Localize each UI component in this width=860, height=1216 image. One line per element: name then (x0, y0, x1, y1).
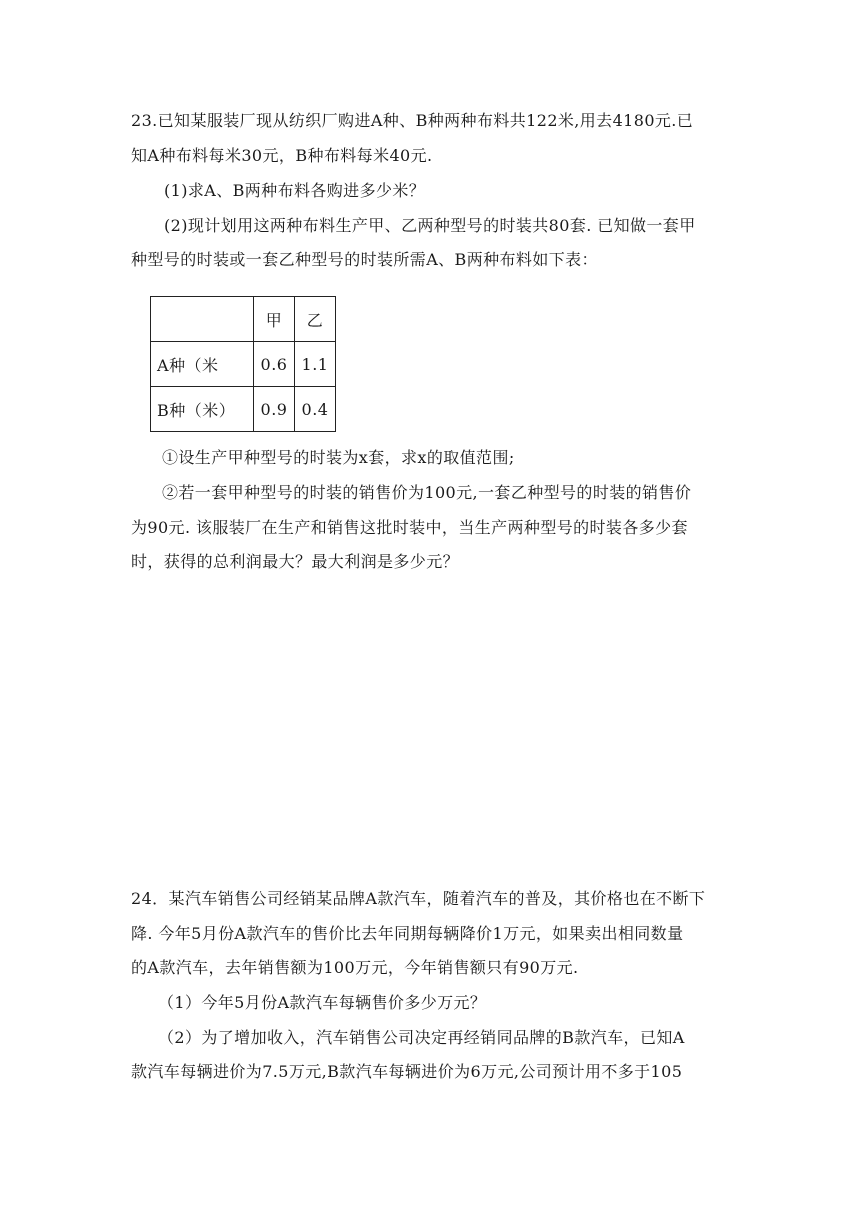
q24-part-2-line-2: 款汽车每辆进价为7.5万元,B款汽车每辆进价为6万元,公司预计用不多于105 (131, 1062, 683, 1081)
q23-part-2-line-1: (2)现计划用这两种布料生产甲、乙两种型号的时装共80套. 已知做一套甲 (164, 216, 696, 235)
q24-part-1: （1）今年5月份A款汽车每辆售价多少万元？ (158, 993, 487, 1012)
q23-part-2-line-2: 种型号的时装或一套乙种型号的时装所需A、B两种布料如下表： (131, 250, 598, 269)
q23-part-1: (1)求A、B两种布料各购进多少米？ (164, 181, 426, 200)
q24-stem-line-3: 的A款汽车，去年销售额为100万元，今年销售额只有90万元. (131, 958, 579, 977)
q23-sub-2-line-2: 为90元. 该服装厂在生产和销售这批时装中，当生产两种型号的时装各多少套 (131, 518, 688, 537)
table-header-cell: 甲 (254, 297, 295, 342)
table-row (151, 342, 336, 387)
table-cell: 0.4 (295, 387, 336, 432)
q23-stem-line-2: 知A种布料每米30元，B种布料每米40元. (131, 146, 433, 165)
fabric-usage-table (150, 296, 336, 432)
table-cell: B种（米） (151, 387, 254, 432)
table-row (151, 387, 336, 432)
table-header-cell (151, 297, 254, 342)
table-cell: 0.6 (254, 342, 295, 387)
table-header-row (151, 297, 336, 342)
q24-stem-line-1: 24．某汽车销售公司经销某品牌A款汽车，随着汽车的普及，其价格也在不断下 (131, 889, 706, 908)
table-cell: 0.9 (254, 387, 295, 432)
q23-sub-2-line-3: 时，获得的总利润最大？最大利润是多少元？ (131, 552, 460, 571)
q24-stem-line-2: 降. 今年5月份A款汽车的售价比去年同期每辆降价1万元，如果卖出相同数量 (131, 924, 684, 943)
q23-sub-1: ①设生产甲种型号的时装为x套，求x的取值范围; (162, 448, 515, 467)
q23-sub-2-line-1: ②若一套甲种型号的时装的销售价为100元,一套乙种型号的时装的销售价 (162, 483, 692, 502)
table-cell: 1.1 (295, 342, 336, 387)
table-header-cell: 乙 (295, 297, 336, 342)
q23-stem-line-1: 23.已知某服装厂现从纺织厂购进A种、B种两种布料共122米,用去4180元.已 (131, 111, 694, 130)
table-cell: A种（米 (151, 342, 254, 387)
q24-part-2-line-1: （2）为了增加收入，汽车销售公司决定再经销同品牌的B款汽车，已知A (158, 1028, 685, 1047)
